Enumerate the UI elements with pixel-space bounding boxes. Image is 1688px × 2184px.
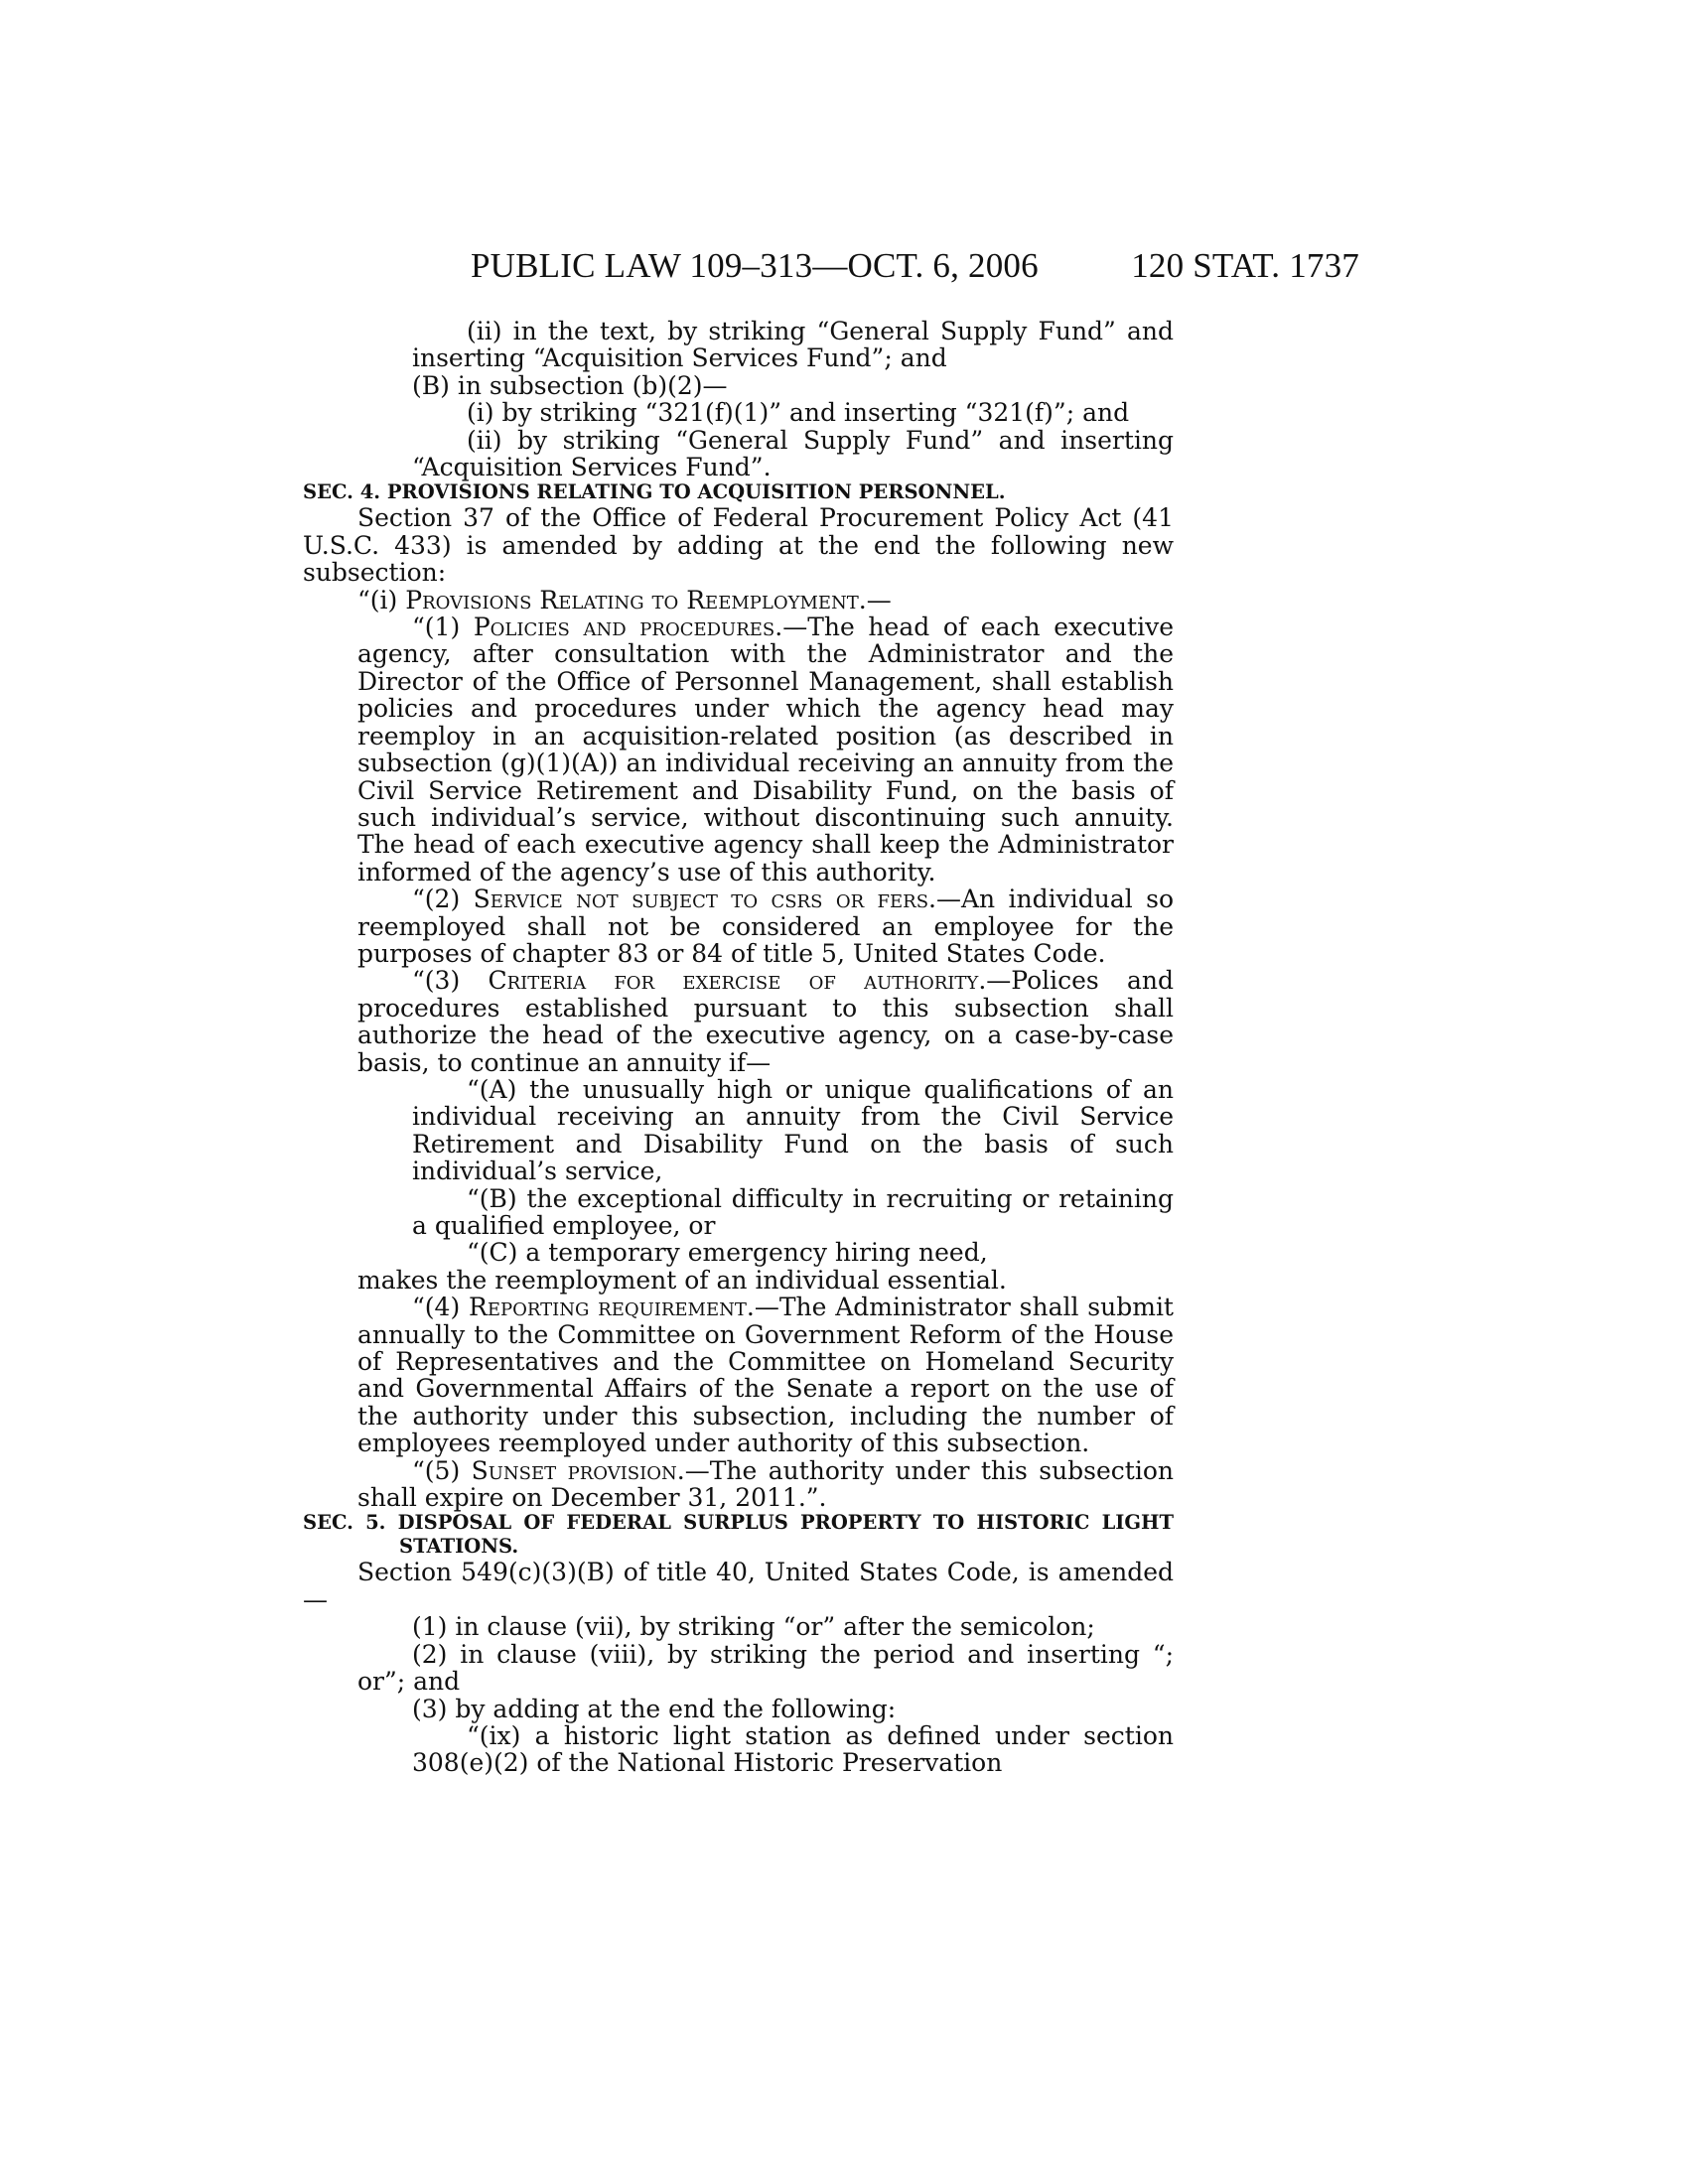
paragraph-lead: “(2) <box>412 885 461 914</box>
paragraph-text: .—The authority under this subsection shall expire on December 31, 2011.”. <box>357 1455 1174 1513</box>
paragraph: Section 37 of the Office of Federal Procurement Policy Act (41 U.S.C. 433) is amended by adding at the end the following new subsection: <box>303 503 1174 588</box>
text-column <box>303 318 1174 1777</box>
running-header-title: PUBLIC LAW 109–313—OCT. 6, 2006 <box>471 246 1039 285</box>
paragraph <box>303 1457 1174 1512</box>
paragraph-lead: “(3) <box>412 966 461 996</box>
paragraph: (2) in clause (viii), by striking the period and inserting “; or”; and <box>357 1639 1174 1697</box>
paragraph: makes the reemployment of an individual essential. <box>357 1265 1007 1295</box>
paragraph <box>303 1294 1174 1456</box>
paragraph-heading: Policies and procedures <box>473 613 775 642</box>
paragraph-text: .—The Administrator shall submit annually to the Committee on Government Reform of the House of Representatives and the Committee on Homeland Security and Governmental Affairs of the Senate a report on the use of the authority under this subsection, including the number of employees reemployed under authority of this subsection. <box>357 1293 1174 1458</box>
paragraph-heading: Sunset provision <box>471 1455 677 1485</box>
paragraph: (ii) by striking “General Supply Fund” and inserting “Acquisition Services Fund”. <box>412 425 1174 482</box>
paragraph: (1) in clause (vii), by striking “or” after the semicolon; <box>412 1612 1095 1642</box>
section-heading: SEC. 4. PROVISIONS RELATING TO ACQUISITION PERSONNEL. <box>303 480 1006 504</box>
running-header-page-number: 120 STAT. 1737 <box>1131 246 1359 285</box>
paragraph-text: .— <box>858 585 892 614</box>
paragraph <box>303 614 1174 886</box>
paragraph-lead: “(1) <box>412 613 461 642</box>
paragraph-lead: “(4) <box>412 1293 461 1322</box>
paragraph-heading: Criteria for exercise of authority <box>488 966 979 996</box>
paragraph: “(B) the exceptional difficulty in recruiting or retaining a qualified employee, or <box>412 1183 1174 1240</box>
paragraph <box>303 886 1174 967</box>
paragraph: “(A) the unusually high or unique qualifications of an individual receiving an annuity from the Civil Service Retirement and Disability Fund on the basis of such individual’s service, <box>412 1074 1174 1186</box>
paragraph-lead: “(5) <box>412 1455 461 1485</box>
paragraph-heading: Service not subject to csrs or fers <box>473 885 929 914</box>
paragraph: (3) by adding at the end the following: <box>412 1694 897 1723</box>
subsection-heading <box>303 587 1174 614</box>
section-heading: SEC. 5. DISPOSAL OF FEDERAL SURPLUS PROPERTY TO HISTORIC LIGHT STATIONS. <box>303 1511 1174 1559</box>
paragraph-text: .—Polices and procedures established pursuant to this subsection shall authorize the head of the executive agency, on a case-by-case basis, to continue an annuity if— <box>357 966 1174 1077</box>
paragraph-text: .—An individual so reemployed shall not be considered an employee for the purposes of chapter 83 or 84 of title 5, United States Code. <box>357 885 1174 968</box>
paragraph: (i) by striking “321(f)(1)” and inserting “321(f)”; and <box>467 398 1130 428</box>
paragraph: “(ix) a historic light station as defined under section 308(e)(2) of the National Historic Preservation <box>412 1720 1174 1778</box>
paragraph: (B) in subsection (b)(2)— <box>412 370 728 400</box>
paragraph-text: .—The head of each executive agency, after consultation with the Administrator and the Director of the Office of Personnel Management, shall establish policies and procedures under which the agency head may reemploy in an acquisition-related position (as described in subsection (g)(1)(A)) an individual receiving an annuity from the Civil Service Retirement and Disability Fund, on the basis of such individual’s service, without discontinuing such annuity. The head of each executive agency shall keep the Administrator informed of the agency’s use of this authority. <box>357 613 1175 887</box>
paragraph: Section 549(c)(3)(B) of title 40, United States Code, is amended— <box>303 1558 1174 1614</box>
paragraph <box>303 967 1174 1076</box>
paragraph: “(C) a temporary emergency hiring need, <box>467 1238 988 1268</box>
paragraph-lead: “(i) <box>357 585 398 614</box>
paragraph: (ii) in the text, by striking “General Supply Fund” and inserting “Acquisition Services Fund”; and <box>412 317 1174 373</box>
paragraph-heading: Reporting requirement <box>469 1293 747 1322</box>
paragraph-heading: Provisions Relating to Reemployment <box>405 585 859 614</box>
